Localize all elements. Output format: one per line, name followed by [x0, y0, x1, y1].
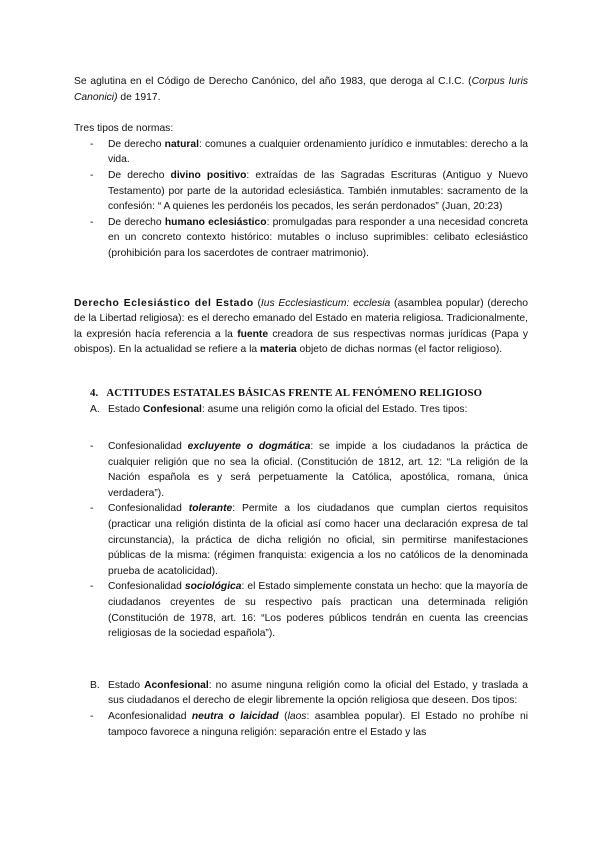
- paragraph-derecho-eclesiastico: [74, 296, 528, 358]
- italic-text: Ius Ecclesiasticum: ecclesia: [260, 297, 391, 309]
- bold-text: natural: [164, 138, 199, 150]
- text: De derecho: [108, 216, 165, 228]
- bold-text: materia: [260, 344, 297, 356]
- list-item: [74, 579, 528, 641]
- bold-text: Derecho Eclesiástico del Estado: [74, 297, 254, 309]
- text: De derecho: [108, 138, 165, 150]
- confesional-list: [74, 439, 528, 642]
- section-heading: [90, 386, 528, 402]
- aconfesional-list: [74, 709, 528, 740]
- text: creadora de sus respectivas normas jurídicas (Papa y obispos). En la actualidad se refiere a la: [74, 328, 528, 356]
- italic-text: laos: [287, 711, 307, 722]
- text: : no asume ninguna religión como la oficial del Estado, y traslada a sus ciudadanos el derecho de elegir libremente la opción religiosa que deseen. Dos tipos:: [108, 679, 528, 707]
- item-body: [108, 402, 528, 418]
- list-item: [74, 137, 528, 168]
- text: (: [253, 297, 261, 309]
- bold-text: humano eclesiástico: [164, 216, 267, 228]
- list-item: [74, 215, 528, 262]
- text: : comunes a cualquier ordenamiento jurídico e inmutables: derecho a la vida.: [108, 138, 528, 166]
- item-body: [108, 678, 528, 709]
- text: : el Estado simplemente constata un hecho: que la mayoría de ciudadanos creyentes de su respectivo país practican una determinada religión (Constitución de 1978, art. 16: “Los poderes públicos tendrán en cuenta las creencias religiosas de la sociedad española”).: [108, 581, 528, 640]
- text: : extraídas de las Sagradas Escrituras (Antiguo y Nuevo Testamento) por parte de la autoridad eclesiástica. También inmutables: sacramento de la confesión: “ A quienes les perdonéis los pecados, les serán perdonados” (Juan, 20:23): [108, 169, 528, 213]
- paragraph-codigo: [74, 74, 528, 105]
- text: : promulgadas para responder a una necesidad concreta en un concreto contexto histórico: mutables o incluso suprimibles: celibato eclesiástico (prohibición para los sacerdotes de contraer matrimonio).: [108, 216, 528, 259]
- bold-text: fuente: [237, 328, 269, 340]
- bold-text: Confesional: [142, 403, 202, 415]
- text: : Permite a los ciudadanos que cumplan ciertos requisitos (practicar una religión distinta de la oficial así como hacer una declaración expresa de tal circunstancia), la práctica de dicha religión no oficial, sin permitirse manifestaciones públicas de la misma: (régimen franquista: exigencia a los no católicos de la denominada prueba de acatolicidad).: [108, 503, 528, 577]
- text: de 1917.: [117, 91, 161, 103]
- section-title: ACTITUDES ESTATALES BÁSICAS FRENTE AL FENÓMENO RELIGIOSO: [106, 386, 483, 399]
- text: Aconfesionalidad: [108, 711, 192, 722]
- text: : asume una religión como la oficial del Estado. Tres tipos:: [201, 403, 468, 415]
- tipos-intro: Tres tipos de normas:: [74, 123, 174, 135]
- text: : se impide a los ciudadanos la práctica de cualquier religión que no sea la oficial. (Constitución de 1812, art. 12: “La religión de la Nación española es y será perpetuamente la Católica, apostólica, romana, única verdadera”).: [108, 441, 528, 499]
- list-item: [74, 709, 528, 740]
- italic-text: Corpus Iuris Canonici): [74, 76, 528, 103]
- document-page: [74, 74, 528, 740]
- item-marker: B.: [90, 679, 100, 691]
- text: (asamblea popular) (derecho de la Libertad religiosa): es el derecho emanado del Estado en materia religiosa. Tradicionalmente, la expresión hacía referencia a la: [74, 297, 528, 340]
- text: Confesionalidad: [108, 441, 188, 453]
- text: Estado: [108, 403, 143, 415]
- text: (: [278, 711, 288, 722]
- tipos-list: [74, 137, 528, 262]
- text: : asamblea popular). El Estado no prohíbe ni tampoco favorece a ninguna religión: separación entre el Estado y las: [108, 711, 528, 738]
- bold-italic-text: excluyente o dogmática: [187, 441, 311, 453]
- text: Confesionalidad: [108, 581, 185, 593]
- item-marker: A.: [90, 403, 100, 415]
- bold-italic-text: sociológica: [184, 581, 242, 593]
- text: Se aglutina en el Código de Derecho Canónico, del año 1983, que deroga al C.I.C. (: [74, 76, 472, 87]
- text: Estado: [108, 679, 145, 691]
- list-item: [74, 439, 528, 501]
- bold-text: Aconfesional: [144, 679, 209, 691]
- text: De derecho: [108, 169, 171, 181]
- bold-text: divino positivo: [170, 169, 247, 181]
- list-item: [74, 501, 528, 579]
- text: Confesionalidad: [108, 503, 189, 515]
- bold-italic-text: neutra o laicidad: [191, 711, 279, 722]
- section-number: 4.: [90, 386, 99, 399]
- text: objeto de dichas normas (el factor religioso).: [296, 344, 503, 356]
- list-item: [74, 168, 528, 215]
- item-a: [74, 402, 528, 418]
- bold-italic-text: tolerante: [188, 503, 233, 515]
- item-b: [74, 678, 528, 709]
